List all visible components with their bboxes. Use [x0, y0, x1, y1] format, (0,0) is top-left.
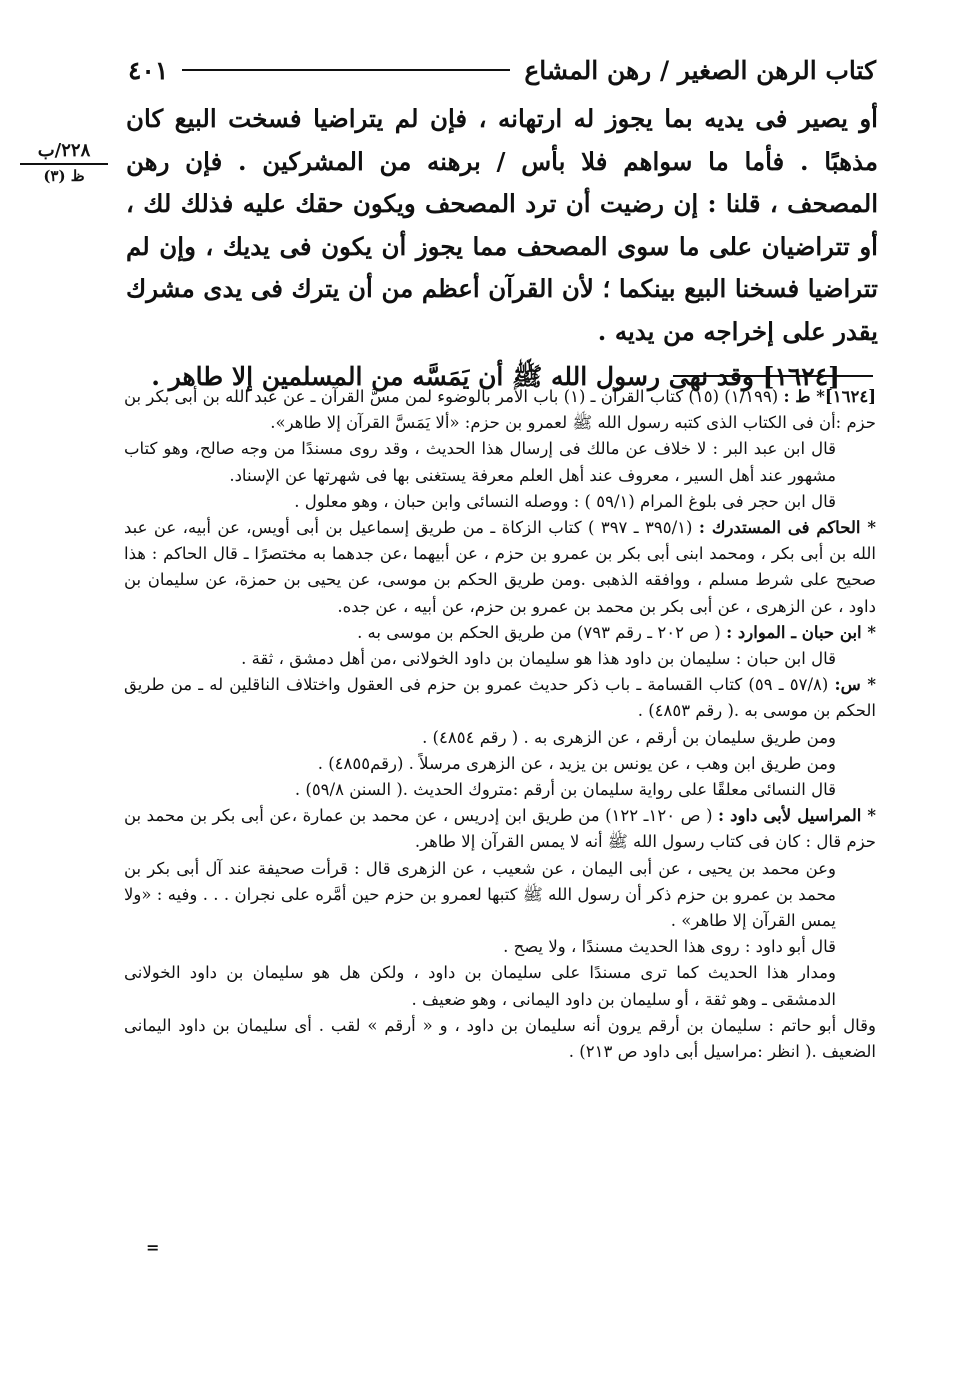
footnote-paragraph — [124, 436, 876, 488]
hadith-statement: [١٦٢٤] وقد نهى رسول الله ﷺ أن يَمَسَّه من المسلمين إلا طاهر . — [151, 362, 840, 391]
footnote-paragraph — [124, 489, 876, 515]
footnote-paragraph — [124, 672, 876, 724]
footnote-text: وقال أبو حاتم : سليمان بن أرقم يرون أنه سليمان بن داود ، و « أرقم » لقب . أى سليمان بن داود اليمانى الضعيف .( انظر :مراسيل أبى داود ص ٢١٣) . — [124, 1015, 876, 1062]
footnote-paragraph — [124, 646, 876, 672]
main-text — [126, 98, 878, 399]
footnote-text: (٥٧/٨ ـ ٥٩) كتاب القسامة ـ باب ذكر حديث عمرو بن حزم فى العقول واختلاف الناقلين له ـ من طريق الحكم بن موسى به .( رقم ٤٨٥٣) . — [124, 675, 876, 721]
footnote-paragraph — [124, 960, 876, 1012]
footnote-paragraph — [124, 725, 876, 751]
footnote-paragraph — [124, 803, 876, 855]
footnote-text: وعن محمد بن يحيى ، عن أبى اليمان ، عن شعيب ، عن الزهرى قال : قرأت صحيفة عند آل أبى بكر بن محمد بن عمرو بن حزم ذكر أن رسول الله ﷺ كتبها لعمرو بن حزم حين أمَّره على نجران . . . وفيه : «ولا يمس القرآن إلا طاهر» . — [124, 858, 836, 931]
footnote-paragraph — [124, 934, 876, 960]
footnote-source-label: * س: — [834, 675, 876, 695]
margin-note-folio: ٢٢٨/ب — [20, 140, 108, 165]
footnote-text: ومن طريق ابن وهب ، عن يونس بن يزيد ، عن الزهرى مرسلاً . (رقم٤٨٥٥) . — [317, 753, 836, 773]
footnote-text: ومن طريق سليمان بن أرقم ، عن الزهرى به . ( رقم ٤٨٥٤) . — [422, 727, 836, 747]
footnote-paragraph — [124, 751, 876, 777]
footnote-text: قال ابن حبان : سليمان بن داود هذا هو سليمان بن داود الخولانى ،من أهل دمشق ، ثقة . — [241, 649, 836, 669]
main-paragraph: أو يصير فى يديه بما يجوز له ارتهانه ، فإن لم يتراضيا فسخت البيع كان مذهبًا . فأما ما سواهم فلا بأس / برهنه من المشركين . فإن رهن المصحف ، قلنا : إن رضيت أن ترد المصحف ويكون حقك عليه فذلك لك ، أو تتراضيان على ما سوى المصحف مما يجوز أن يكون فى يديك ، وإن لم تتراضيا فسخنا البيع بينكما ؛ لأن القرآن أعظم من أن يترك فى يدى مشرك يقدر على إخراجه من يديه . — [126, 104, 878, 346]
footnote-text: (١/١٩٩) (١٥) كتاب القرآن ـ (١) باب الأمر بالوضوء لمن مسَّ القرآن ـ عن عبد الله بن أبى بكر بن حزم :أن فى الكتاب الذى كتبه رسول الله ﷺ لعمرو بن حزم: «ألا يَمَسَّ القرآن إلا طاهر». — [124, 387, 876, 433]
footnote-paragraph — [124, 384, 876, 436]
continuation-mark: = — [146, 1238, 160, 1257]
footnote-text: قال ابن حجر فى بلوغ المرام (٥٩/١ ) : ووصله النسائى وابن حبان ، وهو معلول . — [294, 491, 836, 511]
margin-manuscript-note — [20, 140, 108, 185]
footnote-text: ومدار هذا الحديث كما ترى مسندًا على سليمان بن داود ، ولكن هل هو سليمان بن داود الخولانى الدمشقى ـ وهو ثقة ، أو سليمان بن داود اليمانى ، وهو ضعيف . — [124, 963, 836, 1009]
footnote-text: قال النسائى معلقًا على رواية سليمان بن أرقم :متروك الحديث .( السنن ٥٩/٨) . — [294, 780, 836, 800]
footnote-paragraph — [124, 856, 876, 935]
margin-note-source: ظ (٣) — [43, 167, 85, 185]
footnote-text: ( ص ١٢٠ـ ١٢٢) من طريق ابن إدريس ، عن محمد بن عمارة ،عن أبى بكر بن محمد بن حزم قال : كان فى كتاب رسول الله ﷺ أنه لا يمس القرآن إلا طاهر. — [124, 806, 876, 852]
footnote-source-label: [١٦٢٤]* ط : — [783, 387, 877, 406]
footnote-paragraph — [124, 777, 876, 803]
running-header — [128, 50, 876, 90]
footnote-text: ( ص ٢٠٢ ـ رقم ٧٩٣) من طريق الحكم بن موسى به . — [357, 622, 721, 642]
footnotes-section — [124, 384, 876, 1065]
footnote-text: (٣٩٥/١ ـ ٣٩٧ ) كتاب الزكاة ـ من طريق إسماعيل بن أبى أويس، عن أبيه، عن عبد الله بن أبى بكر ، ومحمد ابنى أبى بكر بن عمرو بن حزم ، عن أبيهما ،عن جدهما به مختصرًا ـ قال الحاكم : هذا صحيح على شرط مسلم ، ووافقه الذهبى .ومن طريق الحكم بن موسى، عن يحيى بن حمزة، عن سليمان بن داود ، عن الزهرى ، عن أبى بكر بن محمد بن عمرو بن حزم، عن أبيه ، عن جده. — [124, 518, 876, 616]
header-rule — [182, 69, 510, 71]
footnote-separator — [673, 375, 873, 377]
footnote-text: قال ابن عبد البر : لا خلاف عن مالك فى إرسال هذا الحديث ، وقد روى مسندًا من وجه صالح، وهو كتاب مشهور عند أهل السير ، معروف عند أهل العلم معرفة يستغنى بها فى شهرتها عن الإسناد. — [124, 439, 836, 485]
footnote-paragraph — [124, 1013, 876, 1065]
footnote-paragraph — [124, 515, 876, 620]
footnote-source-label: * الحاكم فى المستدرك : — [698, 518, 876, 538]
footnote-source-label: * المراسيل لأبى داود : — [718, 806, 876, 826]
page-number: ٤٠١ — [128, 55, 169, 85]
header-title: كتاب الرهن الصغير / رهن المشاع — [524, 55, 876, 85]
footnote-source-label: * ابن حبان ـ الموارد : — [726, 622, 876, 642]
footnote-paragraph — [124, 620, 876, 646]
footnote-text: قال أبو داود : روى هذا الحديث مسندًا ، ولا يصح . — [503, 937, 836, 957]
